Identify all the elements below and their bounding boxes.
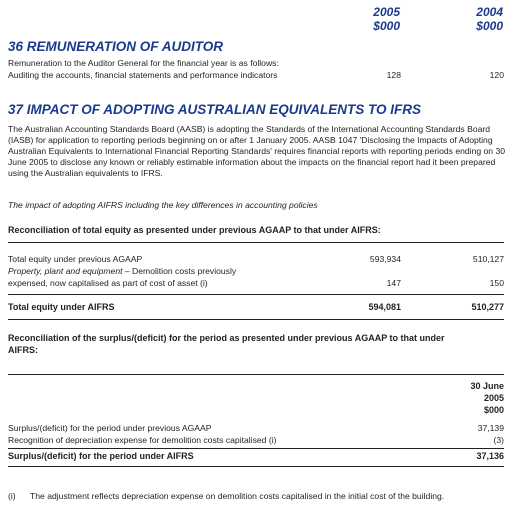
surplus-bottom-rule [8,466,504,467]
equity-total-2005: 594,081 [368,302,401,312]
equity-row-ppe-2004: 150 [489,278,504,288]
equity-reconciliation-heading: Reconciliation of total equity as presented under previous AGAAP to that under AIFRS: [8,225,381,235]
equity-total-label: Total equity under AIFRS [8,302,115,312]
surplus-row-depreciation-value: (3) [493,435,504,445]
surplus-column-date: 30 June [470,381,504,391]
surplus-row-depreciation-label: Recognition of depreciation expense for demolition costs capitalised (i) [8,435,277,445]
section-36-title: 36 REMUNERATION OF AUDITOR [8,39,224,54]
surplus-reconciliation-heading-line2: AIFRS: [8,345,38,355]
equity-total-2004: 510,277 [471,302,504,312]
section-36-intro: Remuneration to the Auditor General for the financial year is as follows: [8,58,279,68]
auditing-2004-value: 120 [489,70,504,80]
surplus-total-value: 37,136 [476,451,504,461]
unit-2004-header: $000 [476,19,503,33]
equity-row-ppe-label-italic: Property, plant and equipment [8,266,123,276]
footnote-text: The adjustment reflects depreciation expense on demolition costs capitalised in the initial cost of the building. [30,491,445,501]
unit-2005-header: $000 [373,19,400,33]
section-37-subtitle: The impact of adopting AIFRS including the key differences in accounting policies [8,200,318,210]
equity-row-ppe-label-rest: – Demolition costs previously [122,266,237,276]
surplus-reconciliation-heading-line1: Reconciliation of the surplus/(deficit) for the period as presented under previous AGAAP to that under [8,333,445,343]
surplus-top-rule [8,374,504,375]
equity-bottom-rule [8,319,504,320]
section-37-title: 37 IMPACT OF ADOPTING AUSTRALIAN EQUIVALENTS TO IFRS [8,102,422,117]
equity-total-rule [8,294,504,295]
surplus-row-agaap-value: 37,139 [477,423,504,433]
surplus-column-unit: $000 [483,405,504,415]
surplus-total-rule [8,448,504,449]
footnote-marker: (i) [8,491,16,501]
section-37-paragraph: The Australian Accounting Standards Board (AASB) is adopting the Standards of the International Accounting Standards Board (IASB) for application to reporting periods beginning on or after 1 January 2005. AASB 1047 'Disclosing the Impacts of Adopting Australian Equivalents to International Financial Reporting Standards' requires financial reports with reporting periods ending on 30 June 2005 to disclose any known or reliably estimable information about the impacts on the financial report had it been prepared using the Australian equivalents to IFRS. [8,124,506,178]
surplus-column-year: 2005 [483,393,504,403]
equity-top-rule [8,242,504,243]
year-2004-header: 2004 [476,5,503,19]
auditing-row-label: Auditing the accounts, financial statements and performance indicators [8,70,278,80]
equity-row-agaap-label: Total equity under previous AGAAP [8,254,143,264]
equity-row-agaap-2005: 593,934 [369,254,401,264]
year-2005-header: 2005 [373,5,400,19]
surplus-row-agaap-label: Surplus/(deficit) for the period under previous AGAAP [8,423,212,433]
equity-row-ppe-label [8,266,236,277]
surplus-total-label: Surplus/(deficit) for the period under AIFRS [8,451,194,461]
equity-row-ppe-label-line2: expensed, now capitalised as part of cost of asset (i) [8,278,208,288]
equity-row-ppe-2005: 147 [386,278,401,288]
auditing-2005-value: 128 [386,70,401,80]
equity-row-agaap-2004: 510,127 [472,254,504,264]
